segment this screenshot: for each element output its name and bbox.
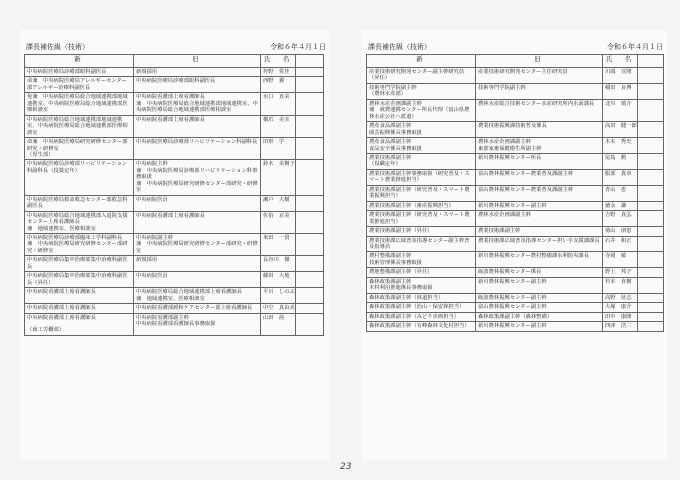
cell-name: 川端 宣隆 — [603, 68, 638, 84]
table-row — [25, 233, 324, 255]
cell-note — [296, 195, 324, 211]
table-row — [367, 83, 664, 99]
cell-note — [638, 211, 664, 227]
cell-name: 平川 しのぶ — [261, 288, 296, 304]
cell-name: 田中 康隆 — [603, 312, 638, 321]
cell-old: 中央病院医員 — [134, 272, 261, 288]
cell-note — [296, 115, 324, 137]
cell-name: 田形 学 — [261, 138, 296, 160]
header-old: 旧 — [476, 55, 603, 68]
cell-note — [638, 293, 664, 302]
cell-old: 中央病院看護部上席看護師長 — [134, 115, 261, 137]
table-row — [367, 312, 664, 321]
cell-note — [296, 288, 324, 304]
header-name: 氏 名 — [603, 55, 638, 68]
cell-name: 西野 翼 — [261, 77, 296, 93]
cell-new: 農地整備課副主幹（昇任） — [367, 268, 476, 277]
cell-new: 森林政策課副主幹（治山・保安林担当） — [367, 303, 476, 312]
cell-old: 中央病院看護部上席看護師長 — [134, 211, 261, 233]
cell-old: 新川農林振興センター副主幹 — [476, 322, 603, 331]
cell-name: 尾島 勲 — [603, 153, 638, 169]
cell-name: 山田 茜 — [261, 313, 296, 335]
table-row — [367, 138, 664, 154]
cell-new: 中央病院医療局診療部臨床工学科副科長 兼 中央病院医療局研究研修センター部研究・研修室 — [25, 233, 134, 255]
cell-name: 狩野 愛佳 — [261, 68, 296, 77]
page-number: 23 — [340, 462, 352, 472]
cell-note — [296, 233, 324, 255]
cell-name: 大塚 康介 — [603, 303, 638, 312]
cell-name: 水口 直美 — [261, 93, 296, 115]
cell-old: 新川農林振興センター副主幹 — [476, 277, 603, 293]
table-row — [367, 322, 664, 331]
cell-old: 中央病院医療局診療部眼科副医長 — [134, 77, 261, 93]
cell-old: 新規採用 — [134, 256, 261, 272]
cell-name: 橋爪 美幸 — [261, 115, 296, 137]
cell-note — [296, 138, 324, 160]
cell-old: 砺波農林振興センター係長 — [476, 268, 603, 277]
cell-new: 農業技術課副主幹（畜産振興担当） — [367, 201, 476, 210]
cell-new: 中央病院医療局診療部リハビリテーション科副科長（投薬定年） — [25, 160, 134, 195]
cell-name: 青山 恵 — [603, 185, 638, 201]
header-new: 新 — [25, 55, 134, 68]
cell-new: 農業技術課副主幹事務取扱（研究普及・スマート農業推進担当） — [367, 169, 476, 185]
cell-old: 産業技術研究開発センター主任研究員 — [476, 68, 603, 84]
table-row — [367, 99, 664, 121]
table-row — [25, 77, 324, 93]
header-note — [638, 55, 664, 68]
right-page — [362, 30, 667, 460]
table-row — [25, 272, 324, 288]
left-page — [20, 30, 330, 460]
cell-old: 技術専門学院副主幹 — [476, 83, 603, 99]
cell-name: 徳永 謙 — [603, 201, 638, 210]
cell-new: 中央病院看護部上席看護師長 （商工労働部） — [25, 313, 134, 335]
cell-name: 吉野 真弘 — [603, 211, 638, 227]
table-row — [367, 211, 664, 227]
cell-old: 森林政策課副主幹（森林整備） — [476, 312, 603, 321]
cell-name: 佐伯 京美 — [261, 211, 296, 233]
cell-name: 石井 和正 — [603, 236, 638, 252]
cell-name: 野上 邦子 — [603, 268, 638, 277]
cell-note — [638, 312, 664, 321]
cell-name: 菊山 朋恵 — [603, 227, 638, 236]
cell-new: 中央病院医療局救命救急センター部救急科副医長 — [25, 195, 134, 211]
cell-note — [638, 277, 664, 293]
table-row — [25, 68, 324, 77]
cell-note — [296, 304, 324, 313]
cell-new: 技術専門学院副主幹 （農林水産部） — [367, 83, 476, 99]
table-row — [367, 268, 664, 277]
cell-new: 中央病院看護部上席看護師長 — [25, 304, 134, 313]
cell-note — [638, 268, 664, 277]
cell-note — [296, 256, 324, 272]
table-row — [25, 304, 324, 313]
cell-name: 米田 一貴 — [261, 233, 296, 255]
personnel-table-left — [24, 54, 324, 336]
cell-note — [296, 272, 324, 288]
cell-new: 農業技術課副主幹（昇任） — [367, 227, 476, 236]
cell-note — [296, 77, 324, 93]
cell-old: 中央病院看護部副主幹 中央病院看護部看護師長事務取扱 — [134, 313, 261, 335]
cell-name: 藤田 大地 — [261, 272, 296, 288]
cell-old: 農業技術課副主幹 — [476, 227, 603, 236]
cell-new: 農業技術課副主幹（研究普及・スマート農業推進担当） — [367, 211, 476, 227]
cell-new: 中央病院医療局診療部眼科副医長 — [25, 68, 134, 77]
cell-name: 寺岡 敏 — [603, 252, 638, 268]
table-row — [367, 303, 664, 312]
cell-new: 中央病院看護部上席看護師長 — [25, 288, 134, 304]
cell-note — [638, 236, 664, 252]
cell-old: 農林水産総合技術センター水産研究所内水面課長 — [476, 99, 603, 121]
cell-note — [638, 227, 664, 236]
cell-new: 命兼 中央病院医療局アレルギーセンター部アレルギー治療科副医長 — [25, 77, 134, 93]
table-row — [367, 122, 664, 138]
cell-new: 農業技術課副主幹 （役職定年） — [367, 153, 476, 169]
table-row — [367, 252, 664, 268]
cell-new: 森林政策課副主幹 木材利用推進係長事務取扱 — [367, 277, 476, 293]
date-left: 令和６年４月１日 — [270, 43, 326, 51]
cell-note — [638, 68, 664, 84]
cell-note — [638, 83, 664, 99]
cell-new: 農村整備課副主幹 技術管理係長事務取扱 — [367, 252, 476, 268]
cell-new: 農業技術課副主幹（研究普及・スマート農業振興担当） — [367, 185, 476, 201]
header-note — [296, 55, 324, 68]
cell-old: 富山農林振興センター副主幹 — [476, 303, 603, 312]
cell-old: 農業技術振興課技術普及係長 — [476, 122, 603, 138]
cell-note — [296, 211, 324, 233]
cell-note — [296, 68, 324, 77]
cell-old: 中央病院医員 — [134, 195, 261, 211]
table-row — [367, 68, 664, 84]
cell-new: 森林政策課副主幹（林道担当） — [367, 293, 476, 302]
cell-new: 中央病院医療局集中治療部集中治療科副医長（昇任） — [25, 272, 134, 288]
cell-name: 杉本 直樹 — [603, 277, 638, 293]
table-row — [25, 160, 324, 195]
cell-new: 産業技術研究開発センター副主幹研究員（昇任） — [367, 68, 476, 84]
table-row — [25, 115, 324, 137]
cell-note — [638, 122, 664, 138]
cell-note — [638, 201, 664, 210]
cell-name: 稲田 良博 — [603, 83, 638, 99]
table-row — [25, 288, 324, 304]
cell-old: 中央病院看護部緩和ケアセンター部上席看護師長 — [134, 304, 261, 313]
cell-note — [296, 313, 324, 335]
table-row — [25, 93, 324, 115]
cell-new: 命兼 中央病院医療局研究研修センター部研究・研修室 （厚生部） — [25, 138, 134, 160]
header-old: 旧 — [134, 55, 261, 68]
cell-old: 中央病院医療局診療部リハビリテーション科副科長 — [134, 138, 261, 160]
cell-name: 高野 征志 — [603, 293, 638, 302]
cell-new: 農業技術課広域普及指導センター副主幹普及指導員 — [367, 236, 476, 252]
cell-new: 農産食品課副主幹 食品安全係長事務取扱 — [367, 138, 476, 154]
cell-name: 服部 貴章 — [603, 169, 638, 185]
cell-old: 農林水産企画課副主幹 東部家畜保健衛生所副主幹 — [476, 138, 603, 154]
cell-new: 農産食品課副主幹 園芸振興係長事務取扱 — [367, 122, 476, 138]
table-row — [367, 277, 664, 293]
cell-new: 中央病院医療局総合地域連携部地域連携室、中央病院医療局総合地域連携部医療相談室 — [25, 115, 134, 137]
cell-old: 新川農林振興センター副主幹 — [476, 201, 603, 210]
cell-old: 中央病院副主幹 兼 中央病院医療局研究研修センター部研究・研修室 — [134, 233, 261, 255]
cell-note — [638, 303, 664, 312]
cell-new: 免兼 中央病院医療局総合地域連携部地域連携室、中央病院医療局総合地域連携部医療相談室 — [25, 93, 134, 115]
cell-note — [638, 169, 664, 185]
cell-new: 中央病院医療局集中治療部集中治療科副医長 — [25, 256, 134, 272]
cell-old: 中央病院医療局総合地域連携部上席看護師長 兼 地域連携室、医療相談室 — [134, 288, 261, 304]
cell-note — [296, 93, 324, 115]
table-row — [367, 236, 664, 252]
cell-old: 砺波農林振興センター副主幹 — [476, 293, 603, 302]
cell-old: 新川農林振興センター農村整備課水利防災課長 — [476, 252, 603, 268]
table-row — [367, 227, 664, 236]
cell-name: 北川 慎介 — [603, 99, 638, 121]
table-row — [25, 256, 324, 272]
cell-name: 中空 真由美 — [261, 304, 296, 313]
cell-name: 長谷川 傑 — [261, 256, 296, 272]
header-new: 新 — [367, 55, 476, 68]
cell-old: 農林水産企画課副主幹 — [476, 211, 603, 227]
cell-new: 森林政策課副主幹（みどり企画担当） — [367, 312, 476, 321]
cell-new: 農林水産企画課副主幹 兼 就農連携センター所長代理（富山県農林水産公社へ派遣） — [367, 99, 476, 121]
cell-name: 瀬戸 大樹 — [261, 195, 296, 211]
date-right: 令和６年４月１日 — [607, 43, 663, 51]
table-row — [367, 293, 664, 302]
table-row — [25, 138, 324, 160]
header-name: 氏 名 — [261, 55, 296, 68]
cell-old: 富山農林振興センター農業普及課副主幹 — [476, 185, 603, 201]
table-row — [367, 169, 664, 185]
cell-note — [638, 252, 664, 268]
cell-note — [638, 185, 664, 201]
cell-new: 森林政策課副主幹（有峰森林文化村担当） — [367, 322, 476, 331]
cell-old: 中央病院看護部上席看護師長 兼 中央病院医療局総合地域連携部地域連携室、中央病院医療局総合地域連携部医療相談室 — [134, 93, 261, 115]
cell-new: 中央病院医療局総合地域連携部入退院支援センター上席看護師長 兼 地域連携室、医療相談室 — [25, 211, 134, 233]
cell-note — [638, 138, 664, 154]
table-row — [367, 201, 664, 210]
cell-old: 農業技術課広域普及指導センター担い手支援課課長 — [476, 236, 603, 252]
cell-name: 木木 秀史 — [603, 138, 638, 154]
table-body-right — [367, 68, 664, 332]
cell-old: 富山農林振興センター農業普及課副主幹 — [476, 169, 603, 185]
table-row — [25, 195, 324, 211]
cell-note — [638, 99, 664, 121]
personnel-table-right — [366, 54, 664, 332]
cell-old: 新川農林振興センター所長 — [476, 153, 603, 169]
cell-old: 新規採用 — [134, 68, 261, 77]
cell-name: 鈴木 美樹子 — [261, 160, 296, 195]
section-title-left: 課長補佐級（技術） — [26, 43, 89, 51]
table-body-left — [25, 68, 324, 336]
section-title-right: 課長補佐級（技術） — [368, 43, 431, 51]
table-row — [25, 211, 324, 233]
table-row — [367, 185, 664, 201]
table-row — [25, 313, 324, 335]
cell-name: 四津 浩二 — [603, 322, 638, 331]
cell-old: 中央病院主幹 兼 中央病院医療局診療部リハビリテーション科事務取扱 兼 中央病院医療局研究研修センター部研究・研修室 — [134, 160, 261, 195]
cell-note — [638, 153, 664, 169]
cell-name: 高田 健一郎 — [603, 122, 638, 138]
table-row — [367, 153, 664, 169]
cell-note — [638, 322, 664, 331]
cell-note — [296, 160, 324, 195]
